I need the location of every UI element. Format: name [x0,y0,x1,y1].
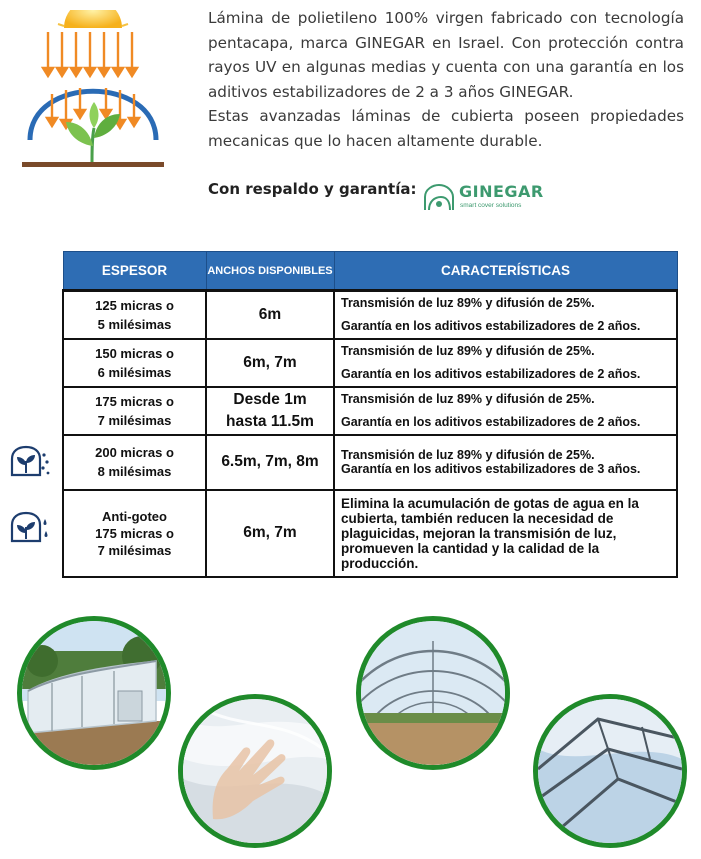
plastic-film-hand-photo [178,694,332,848]
features-cell [334,435,677,490]
greenhouse-frame-photo [533,694,687,848]
leaf-greenhouse-icon [423,183,455,213]
intro-paragraph-1: Lámina de polietileno 100% virgen fabricado con tecnología pentacapa, marca GINEGAR en Israel. Con protección contra rayos UV en algunas medias y cuenta con una garantía en los aditivos estabilizadores de 2 a 3 años GINEGAR. [208,9,684,101]
table-row [63,291,677,339]
widths-text: hasta 11.5m [226,412,314,430]
table-header-row [63,252,677,291]
features-cell [334,339,677,387]
header-thickness: ESPESOR [63,252,206,291]
features-cell [334,387,677,435]
features-cell [334,291,677,339]
thickness-text: Anti-goteo [102,508,167,524]
thickness-cell [63,291,206,339]
widths-text: 6m, 7m [243,524,297,541]
feature-text: Transmisión de luz 89% y difusión de 25%. [341,392,595,406]
ginegar-logo [423,180,553,216]
thickness-cell [63,387,206,435]
thickness-cell [63,435,206,490]
feature-text: Transmisión de luz 89% y difusión de 25%. [341,296,595,311]
thickness-text: 5 milésimas [97,316,172,332]
feature-text: Transmisión de luz 89% y difusión de 25%. [341,448,595,462]
widths-text: 6m [258,305,282,323]
table-row [63,490,677,577]
feature-text: Garantía en los aditivos estabilizadores de 2 años. [341,367,641,381]
thickness-text: 150 micras o [95,345,174,361]
plant-greenhouse-icon [8,443,50,479]
feature-text: Garantía en los aditivos estabilizadores de 2 años. [341,415,641,429]
widths-cell [206,339,334,387]
features-cell [334,490,677,577]
intro-text [208,6,684,153]
logo-tagline: smart cover solutions [460,202,522,209]
feature-text: Garantía en los aditivos estabilizadores de 2 años. [341,319,641,334]
intro-paragraph-2: Estas avanzadas láminas de cubierta poseen propiedades mecanicas que lo hacen altamente durable. [208,107,684,150]
header-widths: ANCHOS DISPONIBLES [206,252,334,291]
widths-text: 6.5m, 7m, 8m [221,453,319,470]
thickness-text: 6 milésimas [97,364,172,380]
feature-text: Elimina la acumulación de gotas de agua en la cubierta, también reducen la necesidad de plaguicidas, mejoran la transmisión de luz, promueven la cantidad y la calidad de la producción. [341,495,639,571]
specifications-table [62,251,678,578]
logo-wordmark: GINEGAR [459,182,544,201]
header-features: CARACTERÍSTICAS [334,252,677,291]
thickness-text: 175 micras o [95,393,174,409]
widths-cell [206,435,334,490]
thickness-text: 175 micras o [95,525,174,541]
widths-text: Desde 1m [233,390,307,408]
thickness-text: 8 milésimas [97,464,172,479]
table-row [63,387,677,435]
feature-text: Garantía en los aditivos estabilizadores de 3 años. [341,462,641,476]
thickness-text: 7 milésimas [97,542,172,558]
thickness-cell [63,339,206,387]
widths-cell [206,291,334,339]
thickness-text: 200 micras o [95,445,174,460]
thickness-text: 125 micras o [95,297,174,313]
widths-cell [206,490,334,577]
drip-plant-icon [8,509,50,545]
backing-label: Con respaldo y garantía: [208,180,417,198]
feature-text: Transmisión de luz 89% y difusión de 25%. [341,344,595,358]
greenhouse-exterior-photo [17,616,171,770]
sun-greenhouse-illustration [22,10,164,175]
table-row [63,339,677,387]
greenhouse-interior-photo [356,616,510,770]
thickness-cell [63,490,206,577]
thickness-text: 7 milésimas [97,412,172,428]
widths-text: 6m, 7m [243,353,297,371]
table-row [63,435,677,490]
widths-cell [206,387,334,435]
